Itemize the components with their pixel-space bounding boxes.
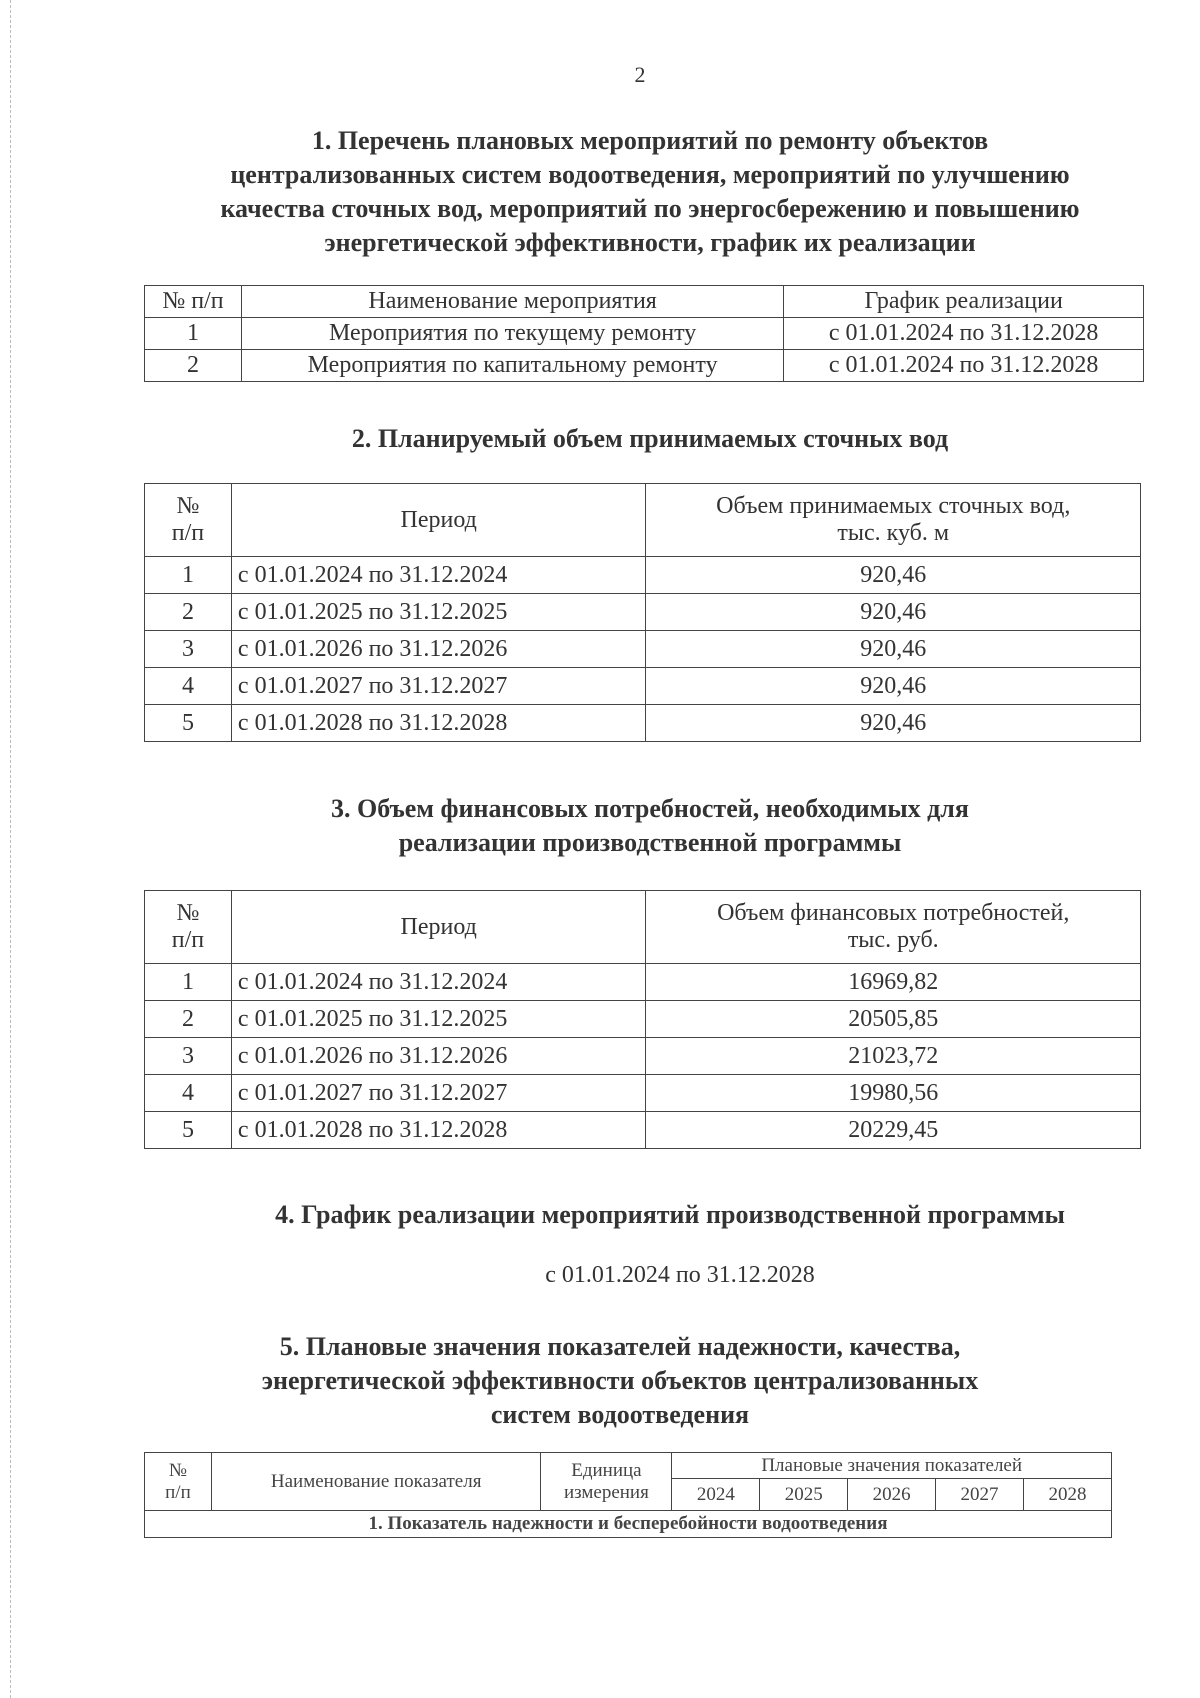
section5-table — [144, 1452, 1112, 1538]
cell-period: с 01.01.2028 по 31.12.2028 — [231, 705, 646, 742]
cell-num: 5 — [145, 1112, 232, 1149]
header-num-line: п/п — [165, 1481, 191, 1503]
section3-title-line: 3. Объем финансовых потребностей, необходимых для — [331, 794, 969, 823]
page-edge — [10, 0, 12, 1698]
cell-num: 1 — [145, 964, 232, 1001]
table-row — [145, 1001, 1141, 1038]
cell-num: 5 — [145, 705, 232, 742]
header-volume-line: тыс. куб. м — [837, 520, 950, 546]
section1-title-line: энергетической эффективности, график их реализации — [324, 228, 976, 257]
header-schedule: График реализации — [784, 286, 1144, 318]
table-row — [145, 1112, 1141, 1149]
cell-finance: 19980,56 — [646, 1075, 1141, 1112]
table-row — [145, 1075, 1141, 1112]
cell-period: с 01.01.2024 по 31.12.2024 — [231, 557, 646, 594]
table-row — [145, 631, 1141, 668]
cell-num: 1 — [145, 318, 242, 350]
section2-table — [144, 483, 1141, 742]
cell-num: 4 — [145, 668, 232, 705]
header-num-line: п/п — [171, 520, 205, 546]
table-row — [145, 594, 1141, 631]
cell-volume: 920,46 — [646, 557, 1141, 594]
cell-activity: Мероприятия по капитальному ремонту — [241, 350, 783, 382]
section1-title-line: качества сточных вод, мероприятий по энергосбережению и повышению — [220, 194, 1080, 223]
header-year: 2024 — [672, 1479, 760, 1511]
table-row — [145, 668, 1141, 705]
table-header-row — [145, 484, 1141, 557]
cell-schedule: с 01.01.2024 по 31.12.2028 — [784, 318, 1144, 350]
header-num-line: № — [176, 900, 200, 926]
cell-volume: 920,46 — [646, 631, 1141, 668]
section1-title-line: 1. Перечень плановых мероприятий по ремонту объектов — [311, 126, 989, 155]
section4-period: с 01.01.2024 по 31.12.2028 — [545, 1262, 815, 1288]
cell-volume: 920,46 — [646, 705, 1141, 742]
section4-title: 4. График реализации мероприятий производственной программы — [275, 1200, 1065, 1229]
section3-table — [144, 890, 1141, 1149]
header-num-line: п/п — [171, 927, 205, 953]
table-row — [145, 705, 1141, 742]
section5-title-line: 5. Плановые значения показателей надежности, качества, — [279, 1332, 961, 1361]
section2-title: 2. Планируемый объем принимаемых сточных вод — [351, 424, 949, 453]
header-num-line: № — [168, 1459, 188, 1481]
section3-title — [250, 792, 1050, 860]
cell-schedule: с 01.01.2024 по 31.12.2028 — [784, 350, 1144, 382]
table-row — [145, 1038, 1141, 1075]
cell-period: с 01.01.2025 по 31.12.2025 — [231, 594, 646, 631]
cell-volume: 920,46 — [646, 668, 1141, 705]
table-row — [145, 964, 1141, 1001]
header-finance — [646, 891, 1141, 964]
header-period: Период — [231, 484, 646, 557]
header-num — [145, 891, 232, 964]
table-header-row — [145, 1453, 1112, 1479]
header-finance-line: тыс. руб. — [847, 927, 939, 953]
cell-period: с 01.01.2024 по 31.12.2024 — [231, 964, 646, 1001]
header-volume-line: Объем принимаемых сточных вод, — [716, 493, 1071, 519]
cell-finance: 21023,72 — [646, 1038, 1141, 1075]
cell-num: 4 — [145, 1075, 232, 1112]
header-unit-line: Единица — [571, 1459, 642, 1481]
cell-finance: 16969,82 — [646, 964, 1141, 1001]
header-num: № п/п — [145, 286, 242, 318]
table-header-row — [145, 286, 1144, 318]
cell-period: с 01.01.2026 по 31.12.2026 — [231, 631, 646, 668]
cell-num: 2 — [145, 1001, 232, 1038]
subsection-row — [145, 1511, 1112, 1538]
section3-title-line: реализации производственной программы — [398, 828, 902, 857]
cell-period: с 01.01.2028 по 31.12.2028 — [231, 1112, 646, 1149]
section5-title — [170, 1330, 1070, 1432]
header-indicator-name: Наименование показателя — [211, 1453, 541, 1511]
cell-period: с 01.01.2027 по 31.12.2027 — [231, 1075, 646, 1112]
header-activity: Наименование мероприятия — [241, 286, 783, 318]
header-planned-values: Плановые значения показателей — [672, 1453, 1112, 1479]
section5-title-line: энергетической эффективности объектов централизованных — [261, 1366, 979, 1395]
cell-finance: 20505,85 — [646, 1001, 1141, 1038]
header-unit — [541, 1453, 672, 1511]
subsection-title: 1. Показатель надежности и бесперебойности водоотведения — [145, 1511, 1112, 1538]
cell-num: 2 — [145, 594, 232, 631]
header-unit-line: измерения — [563, 1481, 649, 1503]
table-header-row — [145, 891, 1141, 964]
section5-title-line: систем водоотведения — [490, 1400, 750, 1429]
table-row — [145, 557, 1141, 594]
header-year: 2026 — [848, 1479, 936, 1511]
cell-num: 1 — [145, 557, 232, 594]
cell-num: 3 — [145, 1038, 232, 1075]
header-year: 2025 — [760, 1479, 848, 1511]
header-period: Период — [231, 891, 646, 964]
section1-table — [144, 285, 1144, 382]
page-number: 2 — [634, 62, 646, 87]
cell-num: 2 — [145, 350, 242, 382]
section1-title-line: централизованных систем водоотведения, мероприятий по улучшению — [230, 160, 1070, 189]
header-volume — [646, 484, 1141, 557]
cell-num: 3 — [145, 631, 232, 668]
table-row — [145, 318, 1144, 350]
cell-period: с 01.01.2026 по 31.12.2026 — [231, 1038, 646, 1075]
header-num — [145, 1453, 212, 1511]
header-year: 2027 — [936, 1479, 1024, 1511]
cell-period: с 01.01.2025 по 31.12.2025 — [231, 1001, 646, 1038]
header-year: 2028 — [1024, 1479, 1112, 1511]
table-row — [145, 350, 1144, 382]
cell-period: с 01.01.2027 по 31.12.2027 — [231, 668, 646, 705]
cell-volume: 920,46 — [646, 594, 1141, 631]
section1-title — [150, 124, 1150, 260]
header-finance-line: Объем финансовых потребностей, — [717, 900, 1070, 926]
header-num — [145, 484, 232, 557]
cell-finance: 20229,45 — [646, 1112, 1141, 1149]
cell-activity: Мероприятия по текущему ремонту — [241, 318, 783, 350]
header-num-line: № — [176, 493, 200, 519]
